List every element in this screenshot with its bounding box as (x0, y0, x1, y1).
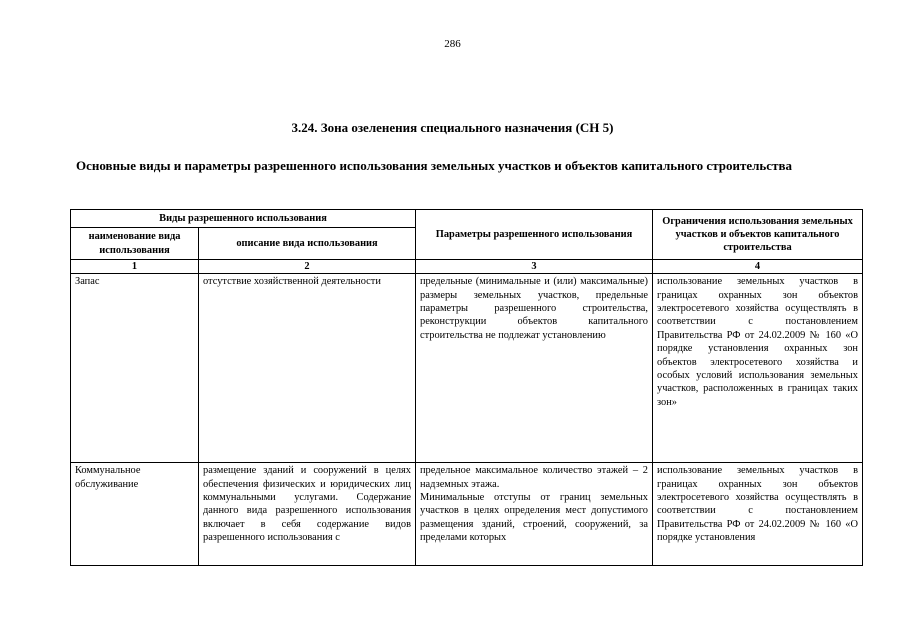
document-subtitle: Основные виды и параметры разрешенного использования земельных участков и объектов капитального строительства (76, 158, 792, 173)
column-number: 1 (71, 260, 199, 274)
use-parameters-cell (416, 463, 653, 566)
use-parameters-cell: предельные (минимальные и (или) максимальные) размеры земельных участков, предельные параметры разрешенного строительства, реконструкции объектов капитального строительства не подлежат установлению (416, 274, 653, 463)
use-limitations-cell: использование земельных участков в границах охранных зон объектов электросетевого хозяйства осуществлять в соответствии с постановлением Правительства РФ от 24.02.2009 № 160 «О порядке установления (653, 463, 863, 566)
column-number: 2 (199, 260, 416, 274)
table-row (71, 463, 863, 566)
use-description-cell: размещение зданий и сооружений в целях обеспечения физических и юридических лиц коммунальными услугами. Содержание данного вида разрешенного использования включает в себя содержание видов разрешенного использования с (199, 463, 416, 566)
table-body (71, 260, 863, 566)
header-use-name: наименование вида использования (71, 228, 199, 260)
use-name-cell: Коммунальное обслуживание (71, 463, 199, 566)
header-use-types: Виды разрешенного использования (71, 210, 416, 228)
column-number: 4 (653, 260, 863, 274)
use-description-cell: отсутствие хозяйственной деятельности (199, 274, 416, 463)
header-parameters: Параметры разрешенного использования (416, 210, 653, 260)
header-use-description: описание вида использования (199, 228, 416, 260)
header-limitations: Ограничения использования земельных участков и объектов капитального строительства (653, 210, 863, 260)
permitted-use-table (70, 209, 863, 566)
page-number: 286 (444, 38, 461, 50)
parameters-paragraph: предельное максимальное количество этажей – 2 надземных этажа. (420, 465, 648, 490)
section-title: 3.24. Зона озеленения специального назначения (СН 5) (291, 120, 614, 135)
parameters-paragraph: Минимальные отступы от границ земельных участков в целях определения мест допустимого размещения зданий, строений, сооружений, за пределами которых (420, 492, 648, 544)
use-name-cell: Запас (71, 274, 199, 463)
use-limitations-cell: использование земельных участков в границах охранных зон объектов электросетевого хозяйства осуществлять в соответствии с постановлением Правительства РФ от 24.02.2009 № 160 «О порядке установления охранных зон объектов электросетевого хозяйства и особых условий использования земельных участков, расположенных в границах таких зон» (653, 274, 863, 463)
header-row-1 (71, 210, 863, 228)
column-number-row (71, 260, 863, 274)
column-number: 3 (416, 260, 653, 274)
table-row (71, 274, 863, 463)
table-header (71, 210, 863, 260)
